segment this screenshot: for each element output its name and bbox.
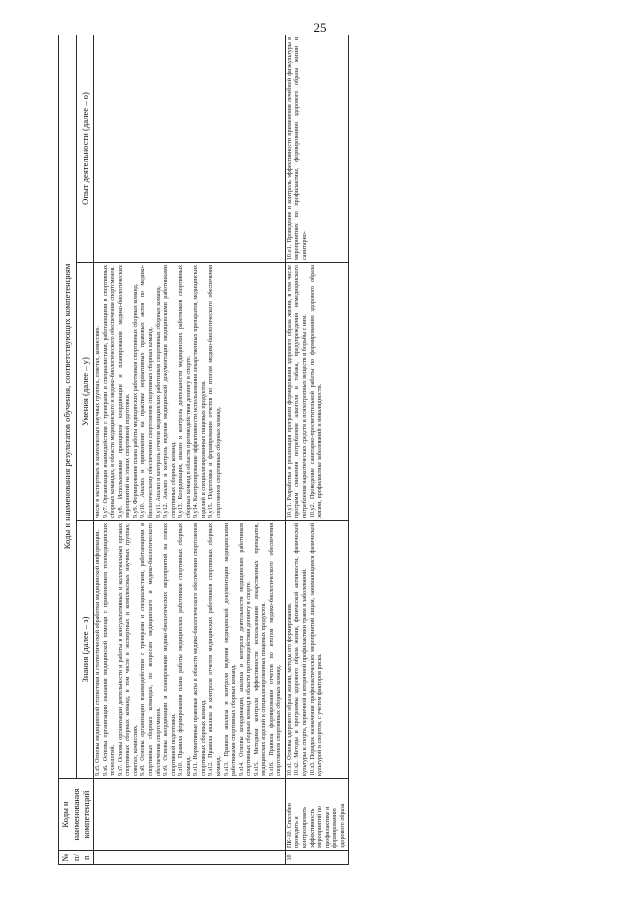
skills-item: 9.у8. Использование принципов координации и планирования медико-биологических мероприятий на этапах спортивной подготовки. [117,265,132,518]
page-number: 25 [313,20,327,35]
skills-item: 9.у9. Формирование плана работы медицинских работников спортивных сборных команд. [132,283,139,518]
skills-item: 9.у10. Анализ и применение на практике нормативных правовых актов по медико-биологическому обеспечению спортсменов спортивных сборных команд. [140,265,155,518]
rotated-page-area [58,35,610,865]
header-skills: Умения (далее – у) [76,263,94,521]
knowledge-item: 10.з2. Методы и программы здорового образа жизни, физической активности, физической культуры и спорта, первичной и вторичной профилактики травм и заболеваний. [294,523,308,776]
skills-item: 9.у12. Анализ и контроль ведения медицинской документации медицинскими работниками спортивных сборных команд. [163,265,177,518]
table-row [285,35,348,865]
skills-cell [285,263,348,521]
knowledge-item: 9.з13. Правила анализа и контроля ведения медицинской документации медицинскими работниками спортивных сборных команд. [223,523,238,776]
table-body [94,35,349,865]
knowledge-item: 9.з14. Основы координации, анализа и контроля деятельности медицинских работников спортивных сборных команд в области противодействия допингу в спорте. [238,523,253,776]
knowledge-cell [94,521,286,779]
knowledge-item: 9.з9. Основы координации и планирования медико-биологических мероприятий на этапах спортивной подготовки. [163,523,177,776]
competency-table [58,35,349,865]
skills-item: 9.у11. Анализ и контроль отчетов медицинских работников спортивных сборных команд. [155,285,162,518]
experience-cell [285,35,348,263]
skills-item: 9.у7. Организация взаимодействия с тренерами и специалистами, работающими в спортивных сборных командах, в области медицинского и медико-биологического обеспечения спортсменов. [102,265,117,518]
knowledge-item: 9.з7. Основы организации деятельности и работы в консультативных и коллегиальных органах спортивных сборных команд, в том числе в экспертных и комплексных научных группах, советах, комиссиях. [117,523,139,776]
skills-item: 9.у14. Контролирование эффективности использования лекарственных препаратов, медицинских изделий и специализированных пищевых продуктов. [193,265,207,518]
header-experience: Опыт деятельности (далее – о) [76,35,94,263]
competency-code: ПК-10. Способен проводить и контролировать эффективность мероприятий по профилактике и формированию здорового образа [285,779,348,851]
knowledge-item: 9.з11. Нормативные правовые акты в области медико-биологического обеспечения спортсменов спортивных сборных команд. [193,523,207,776]
knowledge-item: 9.з15. Методики контроля эффективности использования лекарственных препаратов, медицинских изделий и специализированных пищевых продуктов. [253,523,268,776]
rotated-table-container [58,35,610,865]
skills-cell [94,263,286,521]
header-knowledge: Знания (далее – з) [76,521,94,779]
experience-cell [94,35,286,263]
header-number: № п/п [59,851,94,865]
knowledge-item: 9.з16. Правила формирования отчетов по итогам медико-биологического обеспечения спортсменов спортивных сборных команд. [268,523,283,776]
skills-item: числе в экспертных и комплексных научных группах, советах, комиссиях. [95,325,102,518]
row-number [94,851,286,865]
competency-code [94,779,286,851]
row-number: 10 [285,851,348,865]
knowledge-item: 9.з12. Правила анализа и контроля отчетов медицинских работников спортивных сборных команд. [208,523,222,776]
knowledge-item: 9.з8. Основы организации взаимодействия с тренерами и специалистами, работающими в спортивных сборных командах, по вопросам медицинского и медико-биологического обеспечения спортсменов. [140,523,162,776]
experience-item: 10.о1. Проведение и контроль эффективности применения лечебной физкультуры в мероприятиях по профилактике, формированию здорового образа жизни и санитарно- [286,36,308,260]
skills-item: 9.у13. Координация, анализ и контроль деятельности медицинских работников спортивных сборных команд в области противодействия допингу в спорте. [178,265,192,518]
skills-item: 10.у2. Проведение санитарно-просветительной работы по формированию здорового образа жизни, профилактике заболеваний и инвалидности. [309,265,324,518]
table-row [94,35,286,865]
knowledge-item: 10.з1. Основы здорового образа жизни, методы его формирования. [286,602,293,776]
header-codes: Коды и наименования компетенций [59,779,94,851]
header-results-group: Коды и наименования результатов обучения, соответствующих компетенциям [59,35,77,779]
knowledge-item: 9.з5. Основы медицинской статистики и статистической обработки медицинской информации. [95,530,102,776]
skills-item: 10.у1. Разработка и реализация программ формирования здорового образа жизни, в том числе программ снижения потребления алкоголя и табака, предупреждения немедицинского потребления наркотических средств и психотропных веществ и борьбы с ним. [286,265,308,518]
knowledge-item: 9.з6. Основы организации оказания медицинской помощи с применением телемедицинских технологий. [102,523,117,776]
skills-item: 9.у15. Подготовка и формирование отчетов по итогам медико-биологического обеспечения спортсменов спортивных сборных команд. [208,265,222,518]
knowledge-cell [285,521,348,779]
knowledge-item: 9.з10. Правила формирования плана работы медицинских работников спортивных сборных команд. [178,523,192,776]
knowledge-item: 10.з3. Порядок назначения профилактических мероприятий лицам, занимающимся физической культурой и спортом, с учетом факторов риска. [309,523,324,776]
